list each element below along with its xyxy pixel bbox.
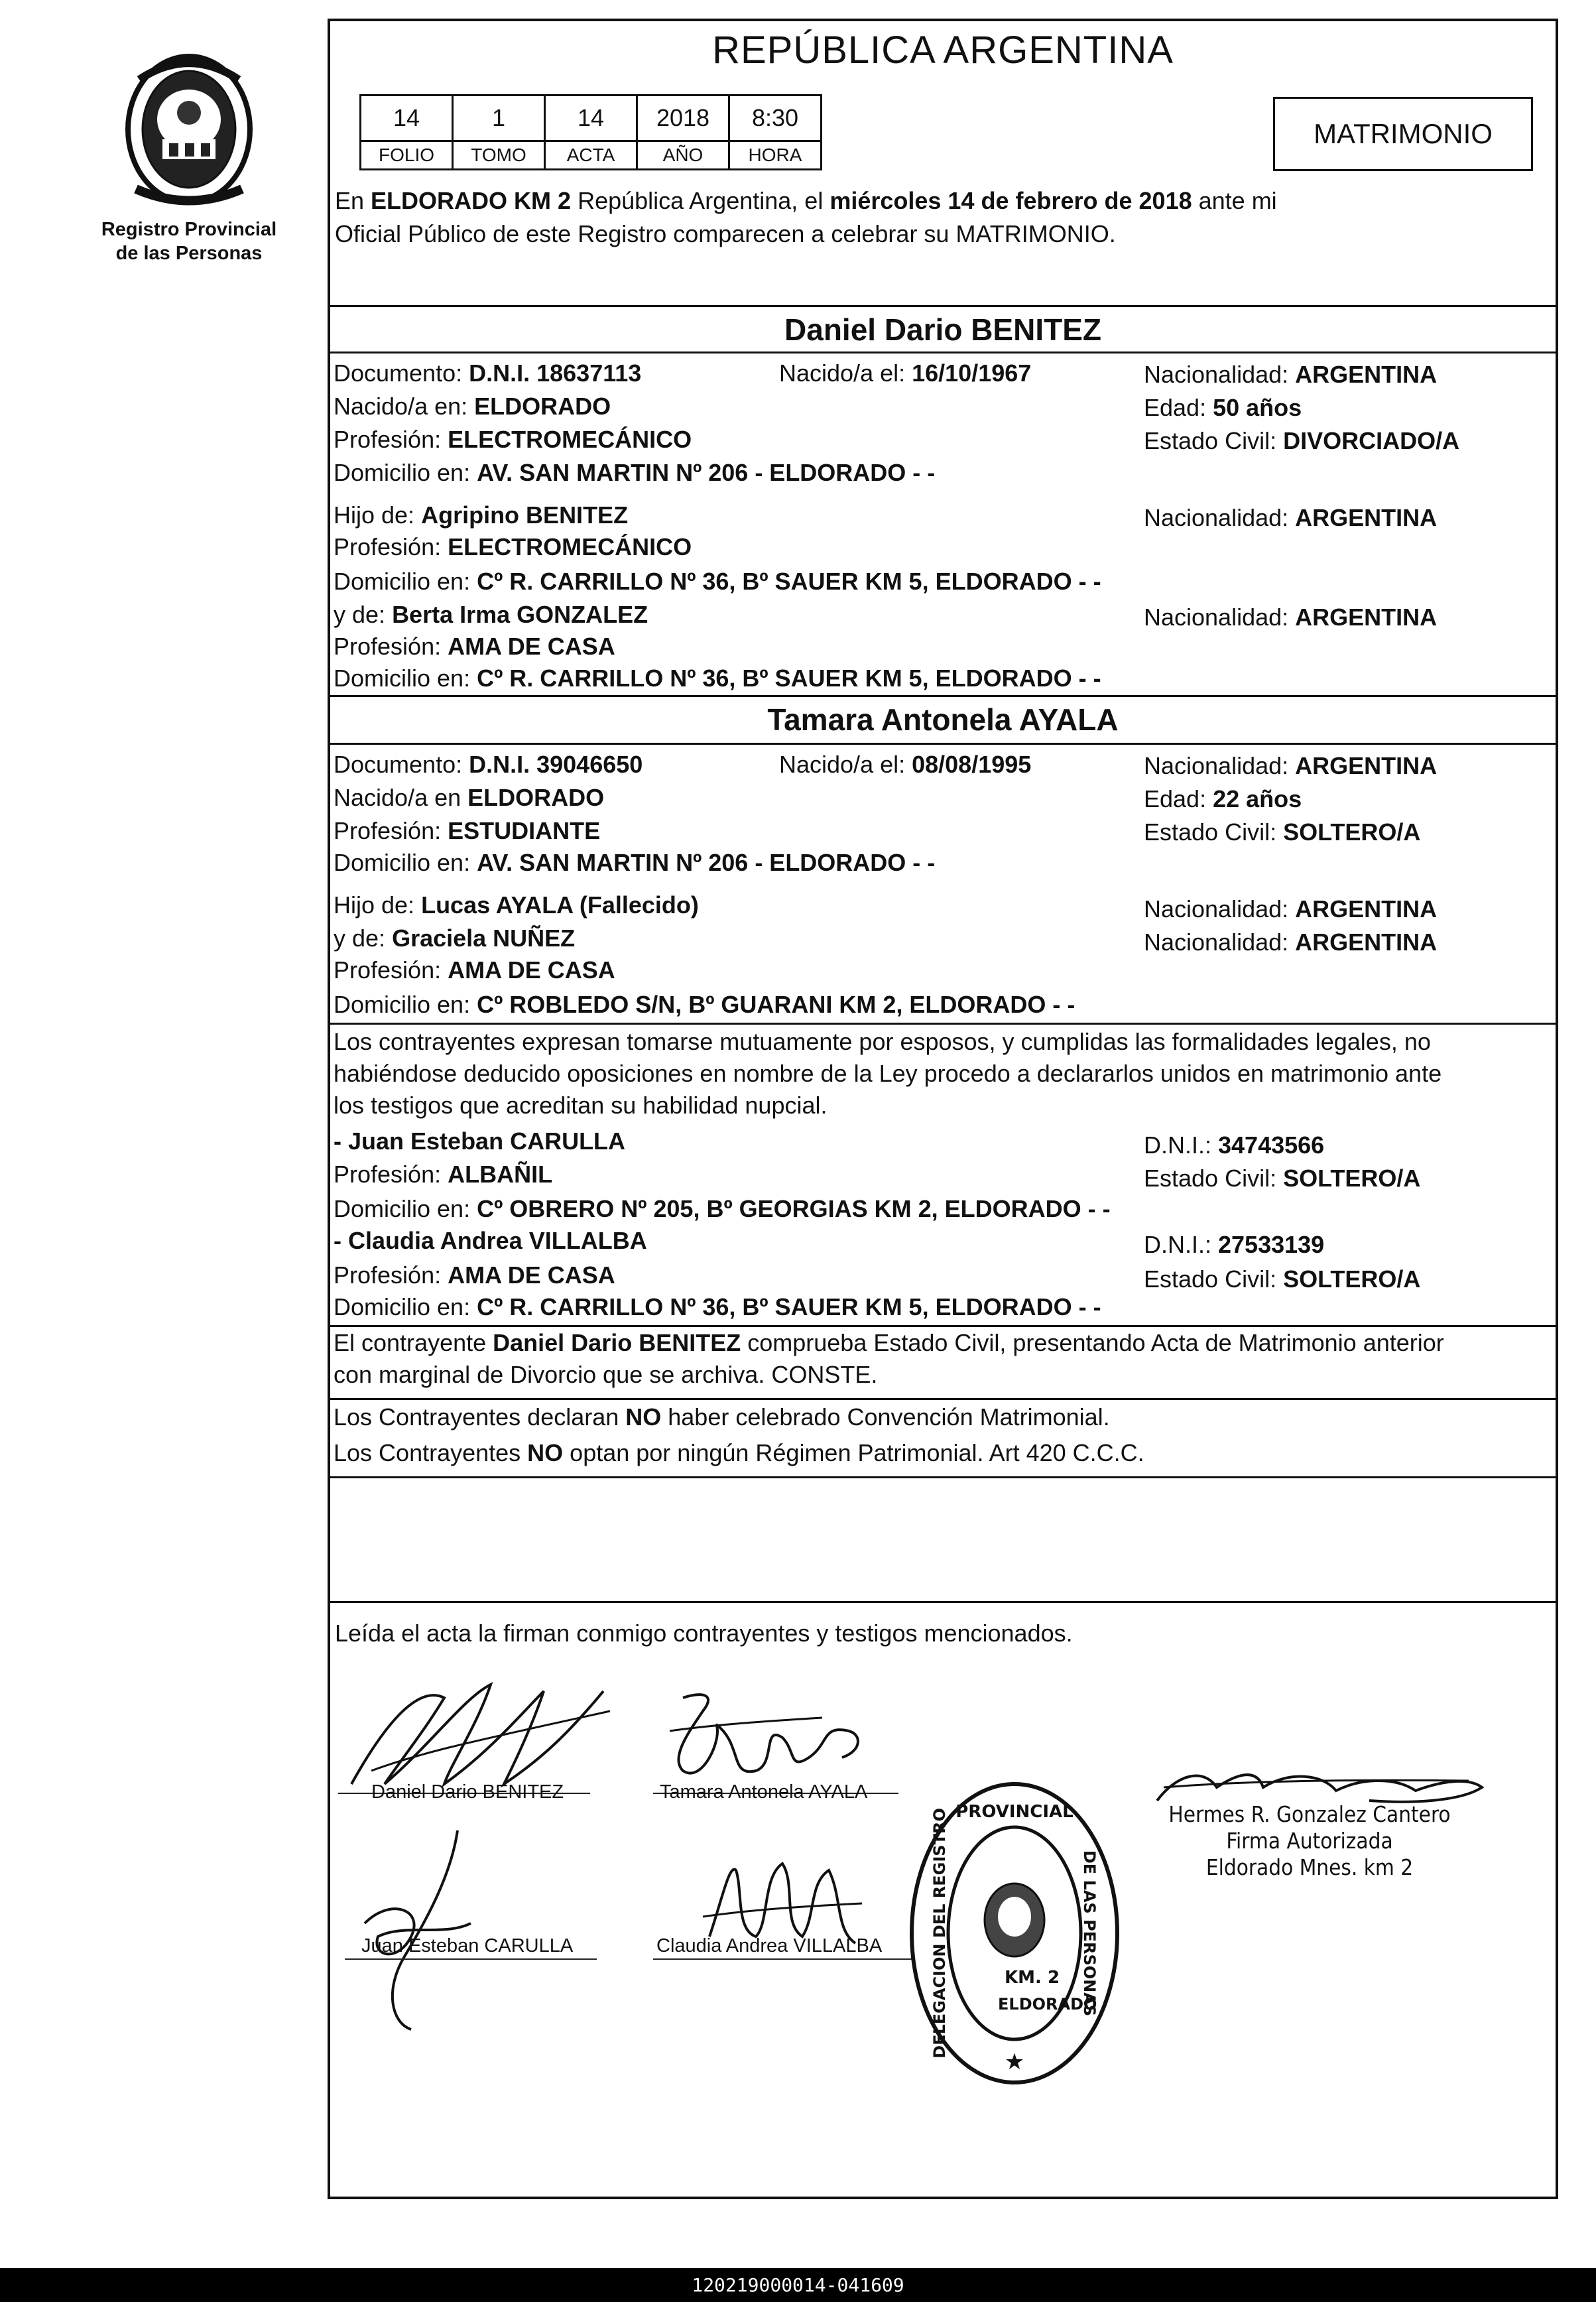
field-label: Profesión: [334,426,448,453]
field-label: Nacido/a el: [779,751,912,778]
field-value: Cº R. CARRILLO Nº 36, Bº SAUER KM 5, ELDORADO - - [477,665,1101,692]
field-value: SOLTERO/A [1283,1165,1421,1192]
field-label: Estado Civil: [1144,1265,1284,1293]
bride-nationality [1144,749,1437,783]
officer-place: Eldorado Mnes. km 2 [1205,1854,1414,1880]
field-label: y de: [334,601,393,628]
field-label: Profesión: [334,1161,448,1188]
bride-father [334,889,699,922]
field-value: AMA DE CASA [448,1261,615,1289]
divider [328,352,1558,353]
witness2-signature-label: Claudia Andrea VILLALBA [656,1935,883,1956]
svg-text:KM. 2: KM. 2 [1005,1968,1060,1988]
field-value: D.N.I. 18637113 [469,359,642,387]
field-value: ALBAÑIL [448,1161,553,1188]
anio-label: AÑO [637,141,729,170]
groom-profession [334,423,692,456]
officer-role: Firma Autorizada [1226,1828,1393,1854]
bride-age [1144,783,1302,816]
field-value: Cº R. CARRILLO Nº 36, Bº SAUER KM 5, ELDORADO - - [477,1293,1101,1320]
field-label: Profesión: [334,817,448,844]
bride-name-heading: Tamara Antonela AYALA [767,702,1119,737]
field-label: Profesión: [334,1261,448,1289]
note-text: El contrayente [334,1329,493,1356]
field-value: ARGENTINA [1295,895,1438,923]
groom-signature-label: Daniel Dario BENITEZ [371,1781,564,1803]
field-label: Hijo de: [334,501,422,529]
signature-line [345,1958,597,1960]
bride-birthdate [779,748,1031,781]
field-value: Lucas AYALA (Fallecido) [421,891,699,919]
divider [328,1601,1558,1603]
bride-profession [334,814,600,848]
declaration-line3: los testigos que acreditan su habilidad nupcial. [334,1092,828,1119]
groom-signature [345,1671,623,1791]
field-value: 22 años [1213,785,1302,812]
groom-nationality [1144,358,1437,391]
intro-line2: Oficial Público de este Registro comparecen a celebrar su MATRIMONIO. [335,220,1116,247]
convention-emphasis: NO [527,1439,564,1466]
field-label: Nacido/a el: [779,359,912,387]
declaration-line1: Los contrayentes expresan tomarse mutuamente por esposos, y cumplidas las formalidades legales, no [334,1028,1431,1055]
field-label: Domicilio en: [334,1293,477,1320]
groom-document [334,357,641,390]
field-value: AMA DE CASA [448,633,615,660]
record-type-box: MATRIMONIO [1273,97,1533,171]
field-label: Nacido/a en: [334,393,475,420]
intro-line1 [335,184,1277,218]
field-value: Juan Esteban CARULLA [348,1127,626,1155]
field-value: ARGENTINA [1295,504,1438,531]
folio-label: FOLIO [361,141,453,170]
field-label: Nacido/a en [334,784,468,811]
field-value: SOLTERO/A [1283,1265,1421,1293]
groom-father-profession [334,531,692,564]
field-label: Profesión: [334,533,448,560]
agency-name-line2: de las Personas [115,243,263,264]
field-value: Graciela NUÑEZ [392,925,576,952]
field-value: ARGENTINA [1295,361,1438,388]
field-value: Cº ROBLEDO S/N, Bº GUARANI KM 2, ELDORADO - - [477,991,1075,1018]
field-value: SOLTERO/A [1283,818,1421,846]
field-label: Domicilio en: [334,568,477,595]
list-dash: - [334,1127,348,1155]
field-value: ELDORADO [474,393,611,420]
witness2-name [334,1224,647,1257]
agency-name-line1: Registro Provincial [101,219,277,240]
field-label: Nacionalidad: [1144,752,1296,779]
field-value: ARGENTINA [1295,752,1438,779]
acta-value: 14 [545,96,637,141]
officer-name: Hermes R. Gonzalez Cantero [1168,1801,1451,1827]
groom-age [1144,391,1302,424]
groom-birthplace [334,390,611,423]
registry-official-stamp [905,1777,1124,2089]
convention-text: Los Contrayentes [334,1439,528,1466]
field-value: Claudia Andrea VILLALBA [348,1227,647,1254]
svg-text:★: ★ [1004,2049,1025,2075]
note-name: Daniel Dario BENITEZ [493,1329,741,1356]
declaration-line2: habiéndose deducido oposiciones en nombre de la Ley procedo a declararlos unidos en matrimonio ante [334,1060,1442,1087]
witness2-dni [1144,1228,1324,1261]
field-label: Estado Civil: [1144,427,1284,454]
signature-line [653,1958,912,1960]
field-label: Hijo de: [334,891,422,919]
field-value: ELECTROMECÁNICO [448,533,692,560]
field-label: Documento: [334,359,469,387]
civil-note-line1 [334,1326,1444,1360]
divider [328,695,1558,697]
groom-father-nationality [1144,501,1437,535]
divider [328,1023,1558,1025]
field-label: Nacionalidad: [1144,928,1296,956]
field-label: Documento: [334,751,469,778]
tomo-value: 1 [453,96,545,141]
field-value: ESTUDIANTE [448,817,601,844]
ceremony-date: miércoles 14 de febrero de 2018 [829,187,1192,214]
field-label: Estado Civil: [1144,818,1284,846]
groom-father [334,499,628,532]
divider [328,1398,1558,1400]
witness1-civil-status [1144,1162,1420,1195]
tomo-label: TOMO [453,141,545,170]
field-value: AV. SAN MARTIN Nº 206 - ELDORADO - - [477,459,936,486]
field-label: y de: [334,925,393,952]
intro-text: ante mi [1192,187,1277,214]
svg-text:PROVINCIAL: PROVINCIAL [955,1802,1074,1822]
groom-mother [334,598,648,631]
field-label: Profesión: [334,956,448,984]
convention-emphasis: NO [625,1403,662,1431]
bride-mother-nationality [1144,926,1437,959]
document-code: 120219000014-041609 [0,2268,1596,2302]
note-text: comprueba Estado Civil, presentando Acta de Matrimonio anterior [741,1329,1444,1356]
witness1-dni [1144,1129,1324,1162]
bride-mother-profession [334,954,615,987]
field-value: ARGENTINA [1295,928,1438,956]
divider [328,1476,1558,1478]
field-label: Nacionalidad: [1144,504,1296,531]
divider [328,743,1558,745]
field-label: Nacionalidad: [1144,895,1296,923]
witness1-address [334,1192,1111,1226]
svg-text:ELDORADO: ELDORADO [998,1995,1097,2014]
field-label: Domicilio en: [334,459,477,486]
field-value: Cº R. CARRILLO Nº 36, Bº SAUER KM 5, ELDORADO - - [477,568,1101,595]
bride-birthplace [334,781,604,814]
witness1-name [334,1125,625,1158]
field-label: D.N.I.: [1144,1131,1219,1159]
bride-father-nationality [1144,893,1437,926]
witness1-signature-label: Juan Esteban CARULLA [361,1935,574,1956]
field-label: Domicilio en: [334,1195,477,1222]
bride-mother [334,922,575,955]
ceremony-place: ELDORADO KM 2 [371,187,572,214]
groom-father-address [334,565,1101,598]
field-value: AV. SAN MARTIN Nº 206 - ELDORADO - - [477,849,936,876]
convention-text: haber celebrado Convención Matrimonial. [661,1403,1110,1431]
agency-name [73,218,305,265]
witness1-profession [334,1158,552,1191]
field-label: Domicilio en: [334,849,477,876]
country-title: REPÚBLICA ARGENTINA [712,29,1174,72]
convention-text: Los Contrayentes declaran [334,1403,626,1431]
field-label: Profesión: [334,633,448,660]
read-statement: Leída el acta la firman conmigo contrayentes y testigos mencionados. [335,1620,1073,1647]
groom-name-heading: Daniel Dario BENITEZ [784,312,1101,347]
intro-text: República Argentina, el [571,187,830,214]
folio-value: 14 [361,96,453,141]
field-value: 08/08/1995 [912,751,1032,778]
groom-birthdate [779,357,1031,390]
bride-address [334,846,935,879]
officer-block [1154,1801,1465,1881]
field-label: Edad: [1144,785,1213,812]
field-value: Berta Irma GONZALEZ [392,601,648,628]
field-label: Estado Civil: [1144,1165,1284,1192]
groom-mother-profession [334,630,615,663]
hora-value: 8:30 [729,96,822,141]
acta-label: ACTA [545,141,637,170]
civil-note-line2: con marginal de Divorcio que se archiva. CONSTE. [334,1361,878,1388]
svg-text:DELEGACION DEL REGISTRO: DELEGACION DEL REGISTRO [930,1808,949,2059]
anio-value: 2018 [637,96,729,141]
intro-text: En [335,187,371,214]
field-value: AMA DE CASA [448,956,615,984]
divider [328,305,1558,307]
groom-mother-nationality [1144,601,1437,634]
field-value: 27533139 [1218,1231,1325,1258]
bride-signature-label: Tamara Antonela AYALA [660,1781,868,1803]
hora-label: HORA [729,141,822,170]
bride-document [334,748,643,781]
list-dash: - [334,1227,348,1254]
convention-text: optan por ningún Régimen Patrimonial. Art 420 C.C.C. [563,1439,1144,1466]
field-label: D.N.I.: [1144,1231,1219,1258]
convention-line1 [334,1401,1110,1434]
bride-civil-status [1144,816,1420,849]
bride-signature [663,1685,875,1791]
field-value: Agripino BENITEZ [421,501,629,529]
field-value: ARGENTINA [1295,604,1438,631]
witness2-profession [334,1259,615,1292]
field-label: Domicilio en: [334,991,477,1018]
witness1-signature [351,1824,537,2036]
field-value: ELECTROMECÁNICO [448,426,692,453]
field-value: D.N.I. 39046650 [469,751,643,778]
field-value: ELDORADO [467,784,605,811]
field-label: Edad: [1144,394,1213,421]
field-label: Domicilio en: [334,665,477,692]
witness2-civil-status [1144,1263,1420,1296]
field-value: DIVORCIADO/A [1283,427,1460,454]
groom-civil-status [1144,424,1459,458]
groom-address [334,456,935,489]
field-value: 16/10/1967 [912,359,1032,387]
field-value: 50 años [1213,394,1302,421]
province-seal-logo [116,46,262,212]
witness2-address [334,1291,1101,1324]
field-value: Cº OBRERO Nº 205, Bº GEORGIAS KM 2, ELDORADO - - [477,1195,1111,1222]
field-value: 34743566 [1218,1131,1325,1159]
svg-text:DE LAS PERSONAS: DE LAS PERSONAS [1080,1850,1099,2017]
bride-mother-address [334,988,1075,1021]
groom-mother-address [334,662,1101,695]
record-number-table [359,94,822,170]
field-label: Nacionalidad: [1144,361,1296,388]
convention-line2 [334,1437,1144,1470]
field-label: Nacionalidad: [1144,604,1296,631]
